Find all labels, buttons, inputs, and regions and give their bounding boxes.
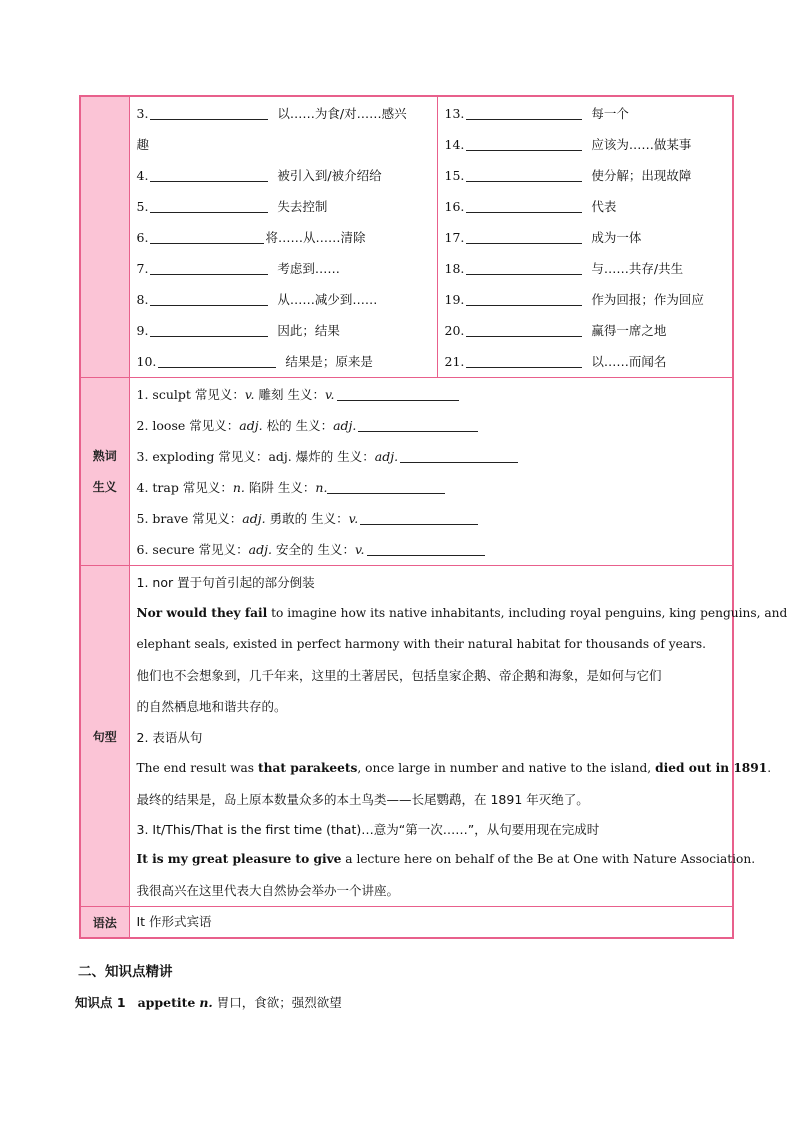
- pattern-1-translation-cont: 的自然栖息地和谐共存的。: [136, 699, 287, 714]
- vocab-item: 3. 以……为食/对……感兴: [136, 106, 407, 121]
- vocab-right-column: [437, 96, 733, 378]
- vocab-item: 14. 应该为……做某事: [444, 137, 692, 152]
- knowledge-point-label: 知识点 1: [75, 995, 126, 1010]
- vocab-label-cell: [80, 96, 129, 378]
- answer-blank[interactable]: [367, 541, 485, 556]
- familiar-word-item: 2. loose 常见义：adj. 松的 生义：adj.: [137, 410, 726, 441]
- answer-blank[interactable]: [466, 229, 582, 244]
- vocab-item: 9. 因此；结果: [136, 323, 340, 338]
- vocab-item: 7. 考虑到……: [136, 261, 340, 276]
- vocab-item: 18. 与……共存/共生: [444, 261, 684, 276]
- answer-blank[interactable]: [150, 167, 268, 182]
- familiar-words-label: 熟词 生义: [80, 378, 129, 566]
- answer-blank[interactable]: [466, 105, 582, 120]
- sentence-patterns-label: 句型: [80, 566, 129, 907]
- pattern-1-example-cont: elephant seals, existed in perfect harmony with their natural habitat for thousands of years.: [136, 637, 707, 651]
- grammar-content: It 作形式宾语: [129, 907, 733, 939]
- vocab-item: 20. 赢得一席之地: [444, 323, 667, 338]
- familiar-words-content: [129, 378, 733, 566]
- vocab-item: 13. 每一个: [444, 106, 629, 121]
- pattern-2-example: The end result was that parakeets, once large in number and native to the island, died out in 1891.: [136, 761, 772, 775]
- familiar-word-item: 1. sculpt 常见义：v. 雕刻 生义：v.: [137, 379, 726, 410]
- sentence-patterns-row: [80, 566, 733, 907]
- answer-blank[interactable]: [150, 198, 268, 213]
- answer-blank[interactable]: [150, 260, 268, 275]
- answer-blank[interactable]: [337, 386, 459, 401]
- vocab-item: 17. 成为一体: [444, 230, 642, 245]
- grammar-label: 语法: [80, 907, 129, 939]
- vocab-item-continued: 趣: [136, 137, 150, 152]
- pattern-1-translation: 他们也不会想象到，几千年来，这里的土著居民，包括皇家企鹅、帝企鹅和海象，是如何与它们: [136, 668, 662, 683]
- familiar-words-row: [80, 378, 733, 566]
- knowledge-point-pos: n.: [199, 995, 213, 1010]
- vocab-item: 15. 使分解；出现故障: [444, 168, 692, 183]
- answer-blank[interactable]: [150, 229, 264, 244]
- vocab-item: 16. 代表: [444, 199, 617, 214]
- familiar-word-item: 3. exploding 常见义：adj. 爆炸的 生义：adj.: [137, 441, 726, 472]
- knowledge-point-word: appetite: [137, 995, 196, 1010]
- vocab-item: 19. 作为回报；作为回应: [444, 292, 704, 307]
- familiar-word-item: 4. trap 常见义：n. 陷阱 生义：n.: [137, 472, 726, 503]
- pattern-1-example: Nor would they fail to imagine how its native inhabitants, including royal penguins, king penguins, and: [136, 606, 788, 620]
- section-heading: 二、知识点精讲: [78, 964, 173, 980]
- answer-blank[interactable]: [466, 136, 582, 151]
- pattern-3-title: 3. It/This/That is the first time (that)…意为“第一次……”，从句要用现在完成时: [136, 822, 600, 837]
- vocab-item: 8. 从……减少到……: [136, 292, 378, 307]
- vocab-left-column: [129, 96, 437, 378]
- vocab-item: 21. 以……而闻名: [444, 354, 667, 369]
- answer-blank[interactable]: [158, 353, 276, 368]
- answer-blank[interactable]: [466, 353, 582, 368]
- answer-blank[interactable]: [400, 448, 518, 463]
- pattern-2-translation: 最终的结果是，岛上原本数量众多的本土鸟类——长尾鹦鹉，在 1891 年灭绝了。: [136, 792, 589, 807]
- answer-blank[interactable]: [466, 322, 582, 337]
- answer-blank[interactable]: [466, 167, 582, 182]
- answer-blank[interactable]: [327, 479, 445, 494]
- study-table: [79, 95, 788, 939]
- answer-blank[interactable]: [360, 510, 478, 525]
- vocab-item: 10. 结果是；原来是: [136, 354, 373, 369]
- grammar-row: [80, 907, 733, 939]
- answer-blank[interactable]: [466, 198, 582, 213]
- answer-blank[interactable]: [466, 291, 582, 306]
- answer-blank[interactable]: [150, 322, 268, 337]
- vocab-row: [80, 96, 733, 378]
- sentence-patterns-content: [129, 566, 788, 907]
- answer-blank[interactable]: [150, 105, 268, 120]
- familiar-word-item: 6. secure 常见义：adj. 安全的 生义：v.: [137, 534, 726, 565]
- answer-blank[interactable]: [150, 291, 268, 306]
- pattern-2-title: 2. 表语从句: [136, 730, 203, 745]
- knowledge-point: [75, 993, 342, 1011]
- answer-blank[interactable]: [466, 260, 582, 275]
- knowledge-point-meaning: 胃口，食欲；强烈欲望: [216, 995, 342, 1010]
- vocab-item: 6. 将……从……清除: [136, 230, 366, 245]
- pattern-1-title: 1. nor 置于句首引起的部分倒装: [136, 575, 315, 590]
- pattern-3-example: It is my great pleasure to give a lecture here on behalf of the Be at One with Nature Association.: [136, 852, 756, 866]
- vocab-item: 5. 失去控制: [136, 199, 328, 214]
- pattern-3-translation: 我很高兴在这里代表大自然协会举办一个讲座。: [136, 883, 400, 898]
- vocab-item: 4. 被引入到/被介绍给: [136, 168, 382, 183]
- familiar-word-item: 5. brave 常见义：adj. 勇敢的 生义：v.: [137, 503, 726, 534]
- answer-blank[interactable]: [358, 417, 478, 432]
